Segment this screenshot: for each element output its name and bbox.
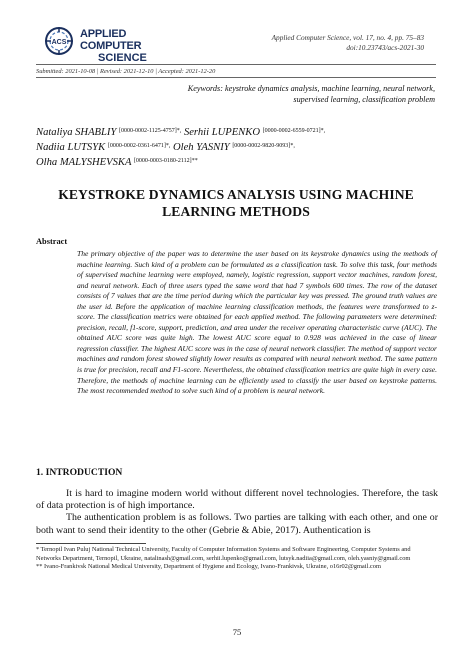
logo-line-1: APPLIED COMPUTER — [80, 28, 142, 52]
author-name: Olha MALYSHEVSKA — [36, 156, 132, 168]
author-orcid: [0000-0002-0361-6471] — [107, 142, 166, 149]
journal-logo — [42, 24, 152, 64]
intro-paragraph-2: The authentication problem is as follows. Two parties are talking with each other, and one or both want to send their identity to the other (Gebrie & Abie, 2017). Authentication is — [36, 512, 438, 536]
author-affiliation-mark: *, — [176, 128, 182, 134]
author-orcid: [0000-0003-0180-2112] — [133, 157, 192, 164]
paper-title: KEYSTROKE DYNAMICS ANALYSIS USING MACHINE LEARNING METHODS — [58, 187, 414, 219]
intro-paragraph-1: It is hard to imagine modern world without different novel technologies. Therefore, the task of data protection is of high importance. — [36, 488, 438, 512]
introduction-body — [36, 488, 438, 537]
journal-doi: doi:10.23743/acs-2021-30 — [346, 43, 424, 52]
page-number: 75 — [232, 627, 242, 637]
author-affiliation-mark: ** — [191, 157, 198, 164]
dates-rule — [36, 77, 436, 78]
author-orcid: [0000-0002-6559-0721] — [262, 128, 321, 134]
abstract-heading: Abstract — [36, 237, 68, 246]
header-rule — [36, 64, 436, 65]
author-name: Oleh YASNIY — [173, 141, 230, 153]
footnote-rule — [36, 543, 146, 544]
footnote-affiliation-1: * Ternopil Ivan Puluj National Technical University, Faculty of Computer Information Systems and Software Engineering, Computer Systems and Networks Department, Ternopil, Ukraine, natalinash@gmail.com, serhii.lupenko@gmail.com, lutsyk.nadiia@gmail.com, oleh.yasniy@gmail.com — [36, 546, 411, 562]
abstract-text: The primary objective of the paper was to determine the user based on its keystroke dynamics using the methods of machine learning. Such kind of a problem can be formulated as a classification task. To solve this task, four methods of supervised machine learning were employed, namely, logistic regression, support vector machines, random forest, and neural network. Each of three users typed the same word that had 7 symbols 600 times. The row of the dataset consists of 7 values that are the time period during which the particular key was pressed. The ground truth values are the user id. Before the application of machine learning classification methods, the features were transformed to z-score. The classification metrics were obtained for each applied method. The following parameters were determined: precision, recall, f1-score, support, prediction, and area under the receiver operating characteristic curve (AUC). The obtained AUC score was quite high. The lowest AUC score equal to 0.928 was achieved in the case of linear regression classifier. The highest AUC score was in the case of neural network classifier. The method of support vector machines and random forest showed slightly lower results as compared with neural network method. The same pattern is true for precision, recall and F1-score. Nevertheless, the obtained classification metrics are quite high in every case. Therefore, the methods of machine learning can be efficiently used to classify the user based on keystroke patterns. The most recommended method to solve such kind of a problem is neural network. — [77, 249, 437, 396]
author-orcid: [0000-0002-1125-4757] — [119, 128, 177, 134]
submission-dates: Submitted: 2021-10-08 | Revised: 2021-12-10 | Accepted: 2021-12-20 — [36, 68, 216, 75]
author-name: Nataliya SHABLIY — [36, 127, 117, 138]
abstract-body — [77, 249, 437, 397]
author-affiliation-mark: *, — [165, 142, 171, 149]
keywords: Keywords: keystroke dynamics analysis, machine learning, neural network, supervised learning, classification problem — [187, 84, 435, 104]
author-name: Nadiia LUTSYK — [36, 141, 106, 153]
journal-citation: Applied Computer Science, vol. 17, no. 4, pp. 75–83 — [271, 33, 424, 42]
author-affiliation-mark: *, — [320, 128, 326, 134]
author-orcid: [0000-0002-9820-9093] — [232, 142, 291, 149]
logo-line-2: SCIENCE — [98, 52, 147, 64]
section-heading-introduction: 1. INTRODUCTION — [36, 467, 123, 478]
footnote-affiliation-2: ** Ivano-Frankivsk National Medical University, Department of Hygiene and Ecology, Ivano-Frankivsk, Ukraine, o16r02@gmail.com — [36, 563, 381, 571]
journal-logo-text — [80, 28, 152, 64]
journal-logo-mark — [42, 24, 76, 58]
author-list — [36, 125, 441, 169]
logo-mark-text: ACS — [51, 39, 67, 46]
journal-info — [272, 33, 424, 53]
author-name: Serhii LUPENKO — [183, 127, 260, 138]
footnotes — [36, 546, 436, 572]
author-affiliation-mark: *, — [290, 142, 295, 149]
